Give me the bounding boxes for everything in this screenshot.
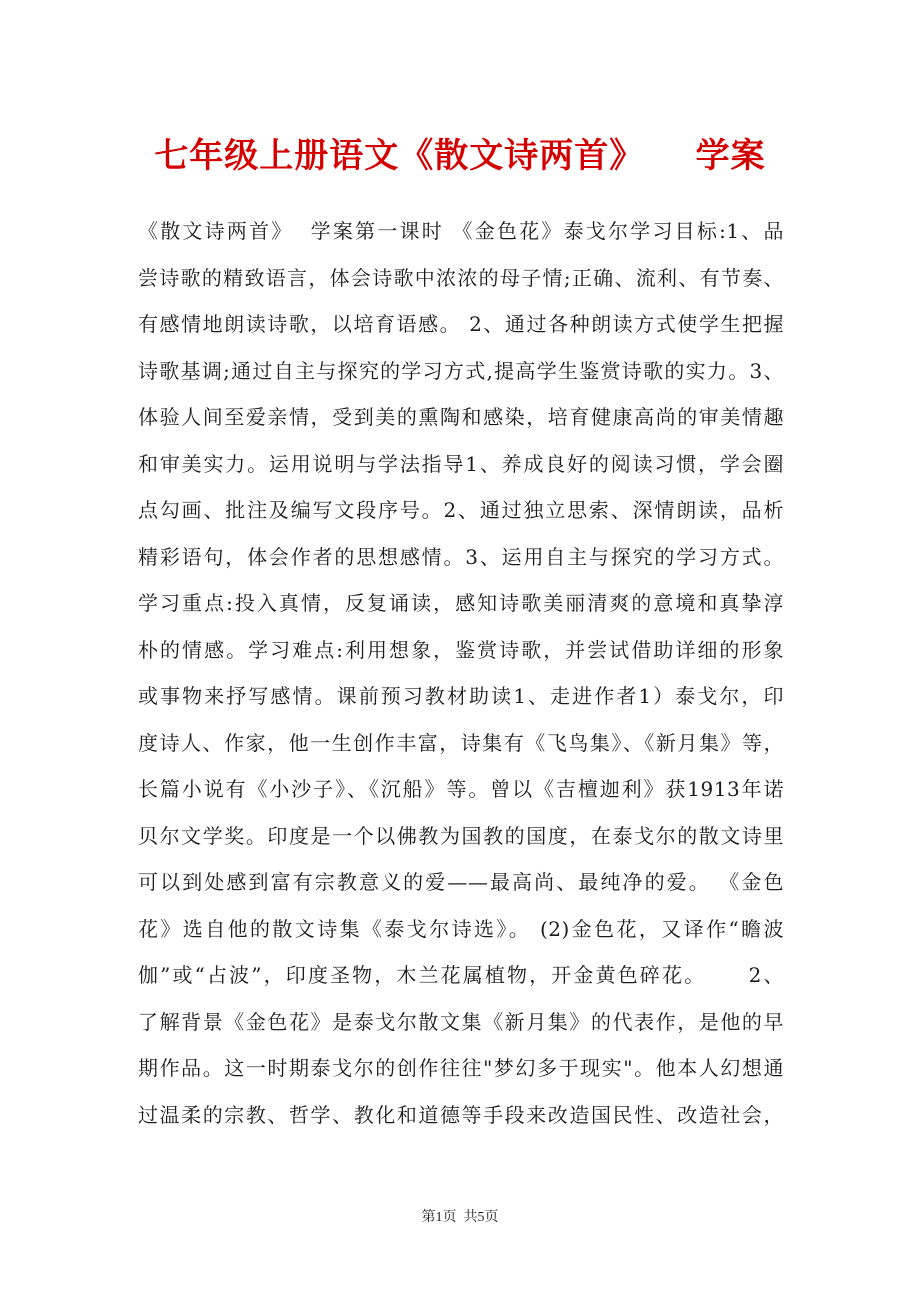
text-line: 度诗人、作家，他一生创作丰富，诗集有《飞鸟集》、《新月集》等， <box>138 730 784 755</box>
text-line: 或事物来抒写感情。课前预习教材助读1、走进作者1）泰戈尔，印 <box>138 684 784 708</box>
text-line: 花》选自他的散文诗集《泰戈尔诗选》。 (2)金色花，又译作“瞻波 <box>138 916 784 941</box>
text-line: 过温柔的宗教、哲学、教化和道德等手段来改造国民性、改造社会， <box>138 1102 784 1127</box>
body-text <box>138 208 784 1138</box>
text-line: 可以到处感到富有宗教意义的爱——最高尚、最纯净的爱。 《金色 <box>138 870 784 894</box>
text-line: 贝尔文学奖。印度是一个以佛教为国教的国度，在泰戈尔的散文诗里 <box>138 823 784 848</box>
text-line: 朴的情感。学习难点:利用想象，鉴赏诗歌，并尝试借助详细的形象 <box>138 637 784 662</box>
text-line: 精彩语句，体会作者的思想感情。3、运用自主与探究的学习方式。 <box>138 544 784 569</box>
page-footer: 第1页 共5页 <box>421 1210 499 1225</box>
text-line: 和审美实力。运用说明与学法指导1、养成良好的阅读习惯，学会圈 <box>138 451 784 476</box>
document-title: 七年级上册语文《散文诗两首》 学案 <box>154 136 766 176</box>
text-line: 有感情地朗读诗歌，以培育语感。 2、通过各种朗读方式使学生把握 <box>138 312 784 336</box>
text-line: 伽”或“占波”，印度圣物，木兰花属植物，开金黄色碎花。 2、 <box>138 963 784 987</box>
text-line: 长篇小说有《小沙子》、《沉船》等。曾以《吉檀迦利》获1913年诺 <box>138 777 784 801</box>
text-line: 期作品。这一时期泰戈尔的创作往往"梦幻多于现实"。他本人幻想通 <box>138 1056 784 1080</box>
text-line: 诗歌基调;通过自主与探究的学习方式,提高学生鉴赏诗歌的实力。3、 <box>138 358 784 383</box>
text-line: 《散文诗两首》 学案第一课时 《金色花》泰戈尔学习目标:1、品 <box>138 219 784 243</box>
text-line: 点勾画、批注及编写文段序号。2、通过独立思索、深情朗读，品析 <box>138 498 784 522</box>
text-line: 了解背景《金色花》是泰戈尔散文集《新月集》的代表作，是他的早 <box>138 1009 784 1034</box>
text-line: 尝诗歌的精致语言，体会诗歌中浓浓的母子情;正确、流利、有节奏、 <box>138 265 784 290</box>
text-line: 体验人间至爱亲情，受到美的熏陶和感染，培育健康高尚的审美情趣 <box>138 405 784 429</box>
text-line: 学习重点:投入真情，反复诵读，感知诗歌美丽清爽的意境和真挚淳 <box>138 591 784 615</box>
